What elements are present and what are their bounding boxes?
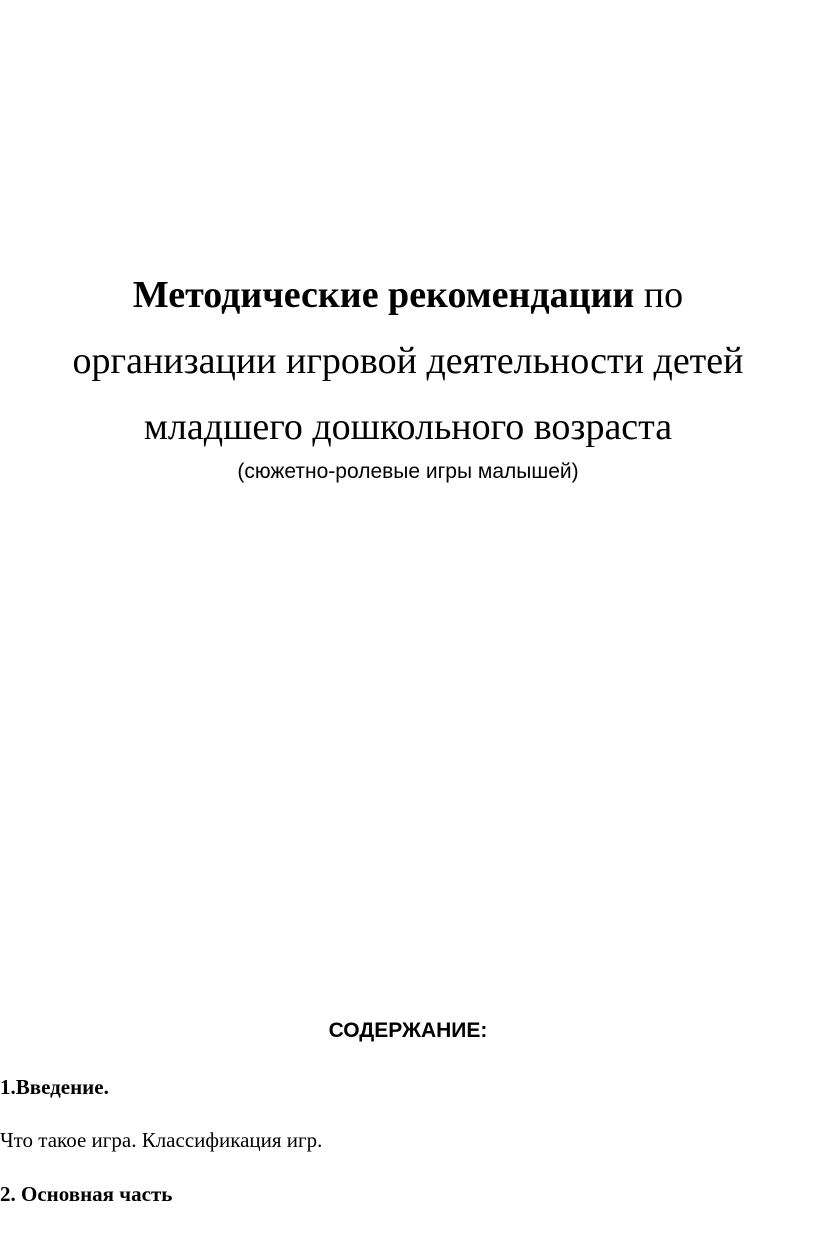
contents-item-introduction: 1.Введение. xyxy=(0,1075,109,1099)
contents-heading: СОДЕРЖАНИЕ: xyxy=(328,1019,488,1042)
document-title xyxy=(0,262,816,460)
contents-item-main-part: 2. Основная часть xyxy=(0,1182,173,1206)
title-line-3: младшего дошкольного возраста xyxy=(143,406,673,448)
document-subtitle: (сюжетно-ролевые игры малышей) xyxy=(237,460,579,483)
contents-item-what-is-game: Что такое игра. Классификация игр. xyxy=(0,1128,323,1152)
title-line-2: организации игровой деятельности детей xyxy=(72,340,744,382)
title-line-1 xyxy=(0,262,816,328)
title-line-1-rest: по xyxy=(634,274,684,316)
title-bold-part: Методические рекомендации xyxy=(132,274,635,316)
